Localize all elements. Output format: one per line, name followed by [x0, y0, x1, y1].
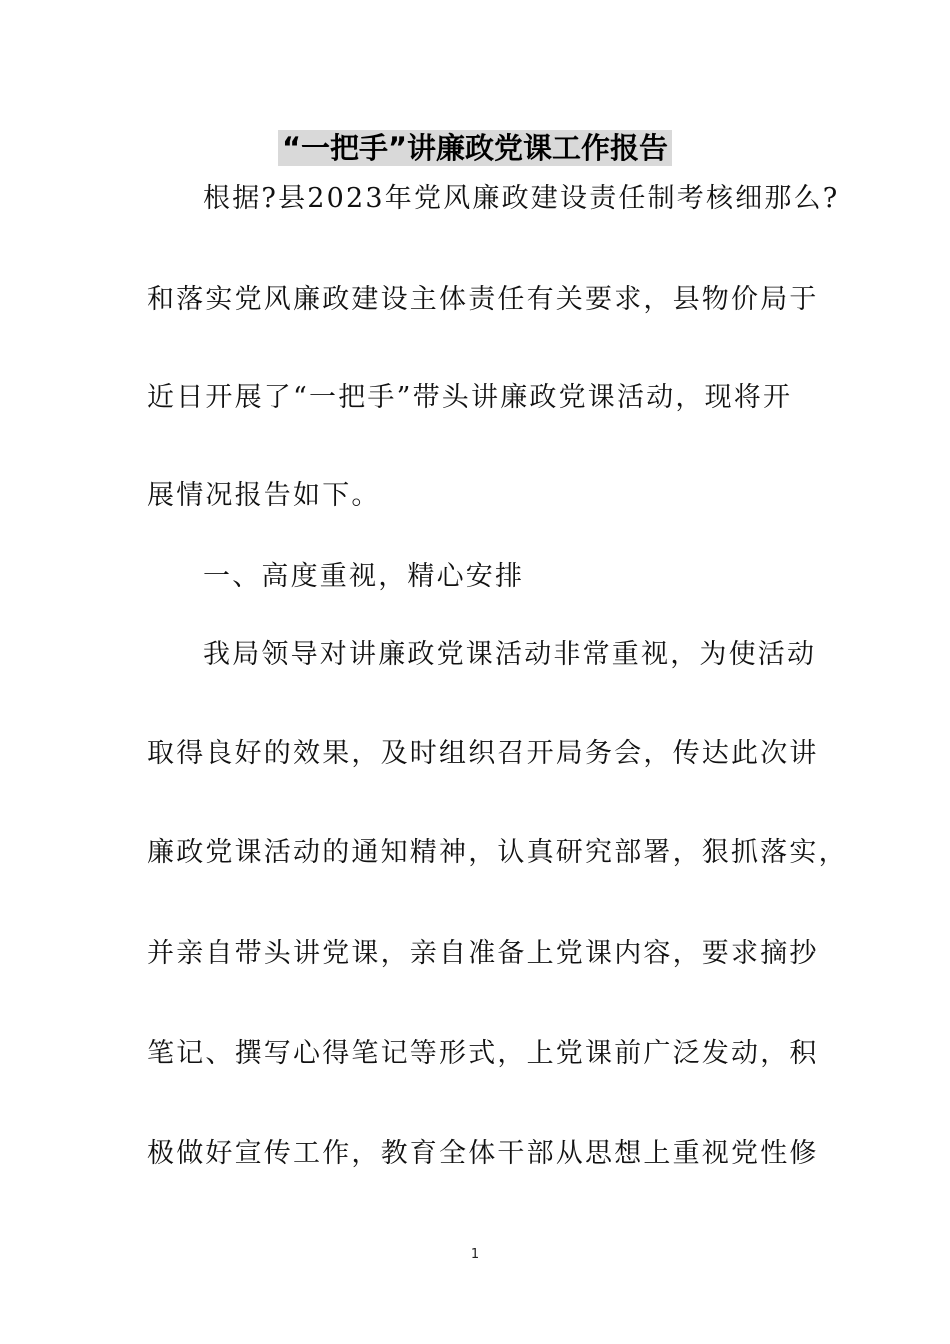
- body-line-6: 取得良好的效果，及时组织召开局务会，传达此次讲: [147, 738, 819, 769]
- document-title: “一把手”讲廉政党课工作报告: [278, 130, 672, 166]
- title-container: [0, 130, 950, 166]
- body-line-10: 极做好宣传工作，教育全体干部从思想上重视党性修: [147, 1138, 819, 1169]
- page-number: 1: [470, 1247, 480, 1262]
- section-heading-1: 一、高度重视，精心安排: [203, 561, 525, 592]
- body-line-5: 我局领导对讲廉政党课活动非常重视，为使活动: [203, 639, 817, 670]
- body-line-3: 近日开展了“一把手”带头讲廉政党课活动，现将开: [147, 382, 793, 413]
- body-line-4: 展情况报告如下。: [147, 480, 381, 511]
- body-line-7: 廉政党课活动的通知精神，认真研究部署，狠抓落实，: [147, 837, 848, 868]
- body-line-1: 根据?县2023年党风廉政建设责任制考核细那么?: [203, 183, 840, 214]
- body-line-9: 笔记、撰写心得笔记等形式，上党课前广泛发动，积: [147, 1038, 819, 1069]
- body-line-2: 和落实党风廉政建设主体责任有关要求，县物价局于: [147, 284, 819, 315]
- body-line-8: 并亲自带头讲党课，亲自准备上党课内容，要求摘抄: [147, 938, 819, 969]
